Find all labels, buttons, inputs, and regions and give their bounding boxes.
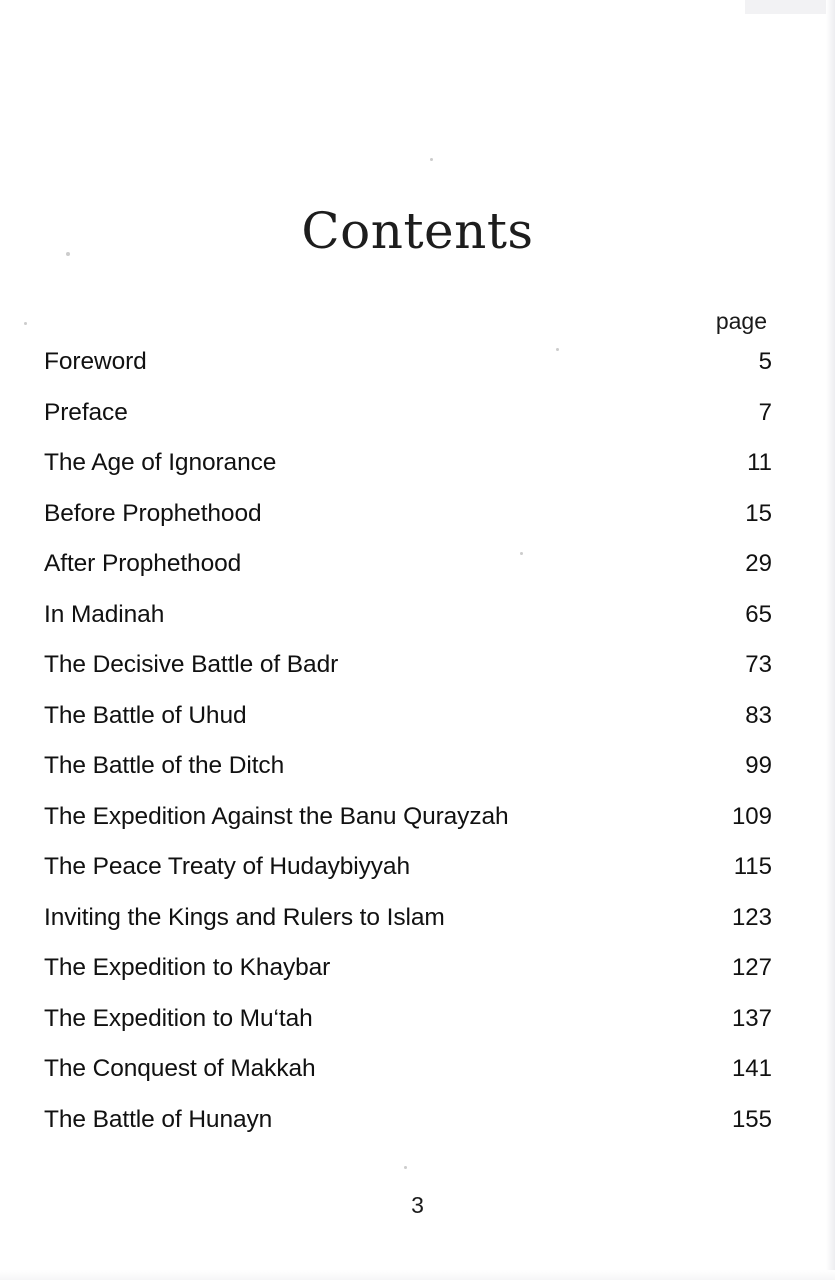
dot-leader xyxy=(521,823,706,824)
toc-entry-page: 29 xyxy=(745,550,772,577)
toc-entry-page: 11 xyxy=(747,449,772,476)
toc-entry-title: The Battle of Hunayn xyxy=(44,1105,273,1133)
toc-entry-title: The Conquest of Makkah xyxy=(44,1055,316,1082)
toc-entry-page: 83 xyxy=(745,701,772,729)
dot-leader xyxy=(140,419,706,420)
toc-entry-title: The Age of Ignorance xyxy=(44,449,277,476)
scan-speck xyxy=(24,322,27,325)
list-item[interactable] xyxy=(44,904,772,955)
toc-entry-title: Inviting the Kings and Rulers to Islam xyxy=(44,903,445,931)
list-item[interactable] xyxy=(44,1005,772,1056)
dot-leader xyxy=(288,469,706,470)
list-item[interactable] xyxy=(44,853,772,904)
list-item[interactable] xyxy=(44,399,772,450)
toc-entry-title: The Expedition to Khaybar xyxy=(44,954,331,981)
list-item[interactable] xyxy=(44,500,772,551)
dot-leader xyxy=(328,1075,706,1076)
toc-entry-page: 155 xyxy=(731,1105,772,1133)
dot-leader xyxy=(422,873,706,874)
toc-entry-page: 115 xyxy=(733,853,772,880)
toc-entry-page: 141 xyxy=(731,1055,772,1082)
toc-entry-page: 15 xyxy=(745,499,772,527)
toc-entry-page: 5 xyxy=(758,348,772,375)
scan-artifact-bottom xyxy=(0,1270,835,1280)
toc-entry-page: 123 xyxy=(731,903,772,931)
list-item[interactable] xyxy=(44,1055,772,1106)
toc-entry-title: In Madinah xyxy=(44,600,165,628)
list-item[interactable] xyxy=(44,449,772,500)
dot-leader xyxy=(176,621,706,622)
scan-artifact-top xyxy=(745,0,835,14)
scan-speck xyxy=(404,1166,407,1169)
page-title: Contents xyxy=(301,201,534,260)
toc-entry-title: The Expedition Against the Banu Qurayzah xyxy=(44,802,509,830)
list-item[interactable] xyxy=(44,348,772,399)
toc-entry-page: 99 xyxy=(745,752,772,779)
dot-leader xyxy=(325,1025,706,1026)
scan-artifact-right xyxy=(826,0,835,1280)
toc-entry-title: After Prophethood xyxy=(44,550,242,577)
toc-entry-page: 127 xyxy=(731,954,772,981)
list-item[interactable] xyxy=(44,651,772,702)
toc-entry-page: 109 xyxy=(731,802,772,830)
toc-entry-page: 73 xyxy=(745,651,772,678)
toc-entry-title: The Expedition to Mu‘tah xyxy=(44,1004,313,1032)
dot-leader xyxy=(457,924,706,925)
dot-leader xyxy=(350,671,706,672)
dot-leader xyxy=(284,1126,706,1127)
dot-leader xyxy=(259,722,707,723)
dot-leader xyxy=(159,368,706,369)
toc-entry-title: The Peace Treaty of Hudaybiyyah xyxy=(44,853,410,880)
toc-entry-page: 137 xyxy=(731,1004,772,1032)
dot-leader xyxy=(274,520,706,521)
toc-entry-title: Foreword xyxy=(44,348,147,375)
toc-entry-title: The Battle of Uhud xyxy=(44,701,247,729)
list-item[interactable] xyxy=(44,803,772,854)
list-item[interactable] xyxy=(44,1106,772,1157)
dot-leader xyxy=(342,974,706,975)
toc-entry-title: Before Prophethood xyxy=(44,499,262,527)
toc-entry-title: Preface xyxy=(44,398,128,426)
list-item[interactable] xyxy=(44,601,772,652)
page-column-header: page xyxy=(715,308,767,334)
dot-leader xyxy=(253,570,706,571)
page-number: 3 xyxy=(411,1192,424,1218)
list-item[interactable] xyxy=(44,752,772,803)
scan-speck xyxy=(430,158,433,161)
toc-entry-page: 7 xyxy=(758,398,772,426)
toc-entry-title: The Battle of the Ditch xyxy=(44,752,285,779)
dot-leader xyxy=(296,772,706,773)
toc-entry-page: 65 xyxy=(745,600,772,628)
list-item[interactable] xyxy=(44,550,772,601)
toc-entry-title: The Decisive Battle of Badr xyxy=(44,651,339,678)
list-item[interactable] xyxy=(44,702,772,753)
list-item[interactable] xyxy=(44,954,772,1005)
table-of-contents xyxy=(44,348,772,1156)
